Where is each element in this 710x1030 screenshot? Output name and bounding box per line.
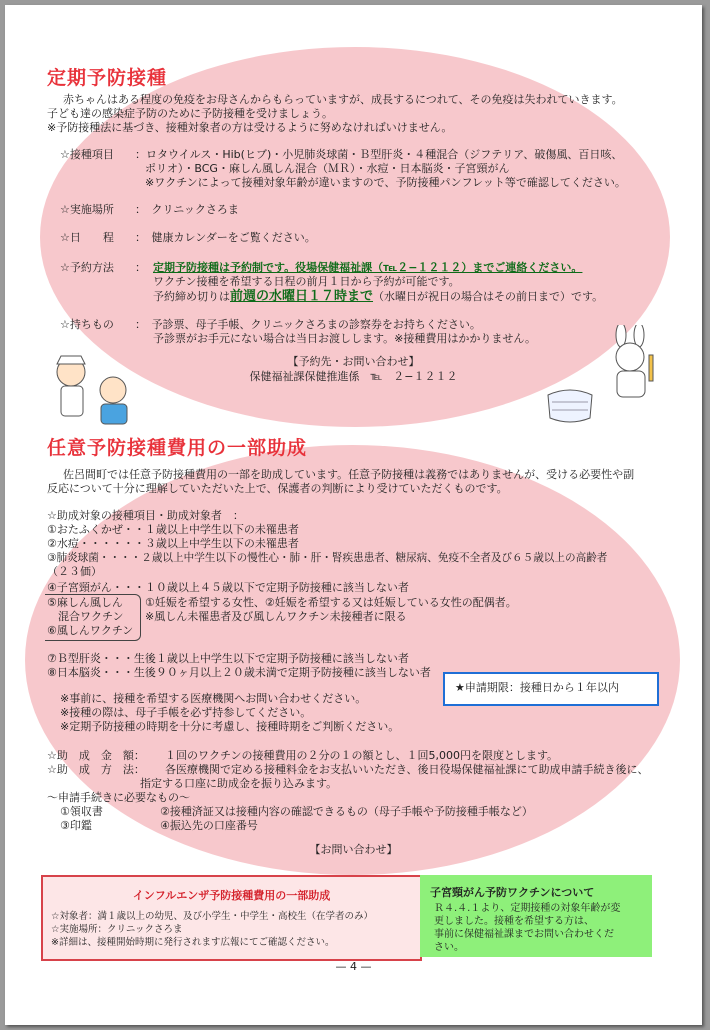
- note-item: ※事前に、接種を希望する医療機関へお問い合わせください。: [60, 692, 367, 705]
- target-item: ⑧日本脳炎・・・生後９０ヶ月以上２０歳未満で定期予防接種に該当しない者: [47, 666, 431, 679]
- influenza-line: ※詳細は、接種開始時期に発行されます広報にてご確認ください。: [51, 937, 335, 948]
- application-deadline-box: [443, 672, 659, 706]
- contact-title: 【予約先・お問い合わせ】: [287, 355, 420, 368]
- reserve-deadline-highlight: 前週の水曜日１７時まで: [230, 289, 374, 304]
- place-value: ： クリニックさろま: [135, 203, 239, 216]
- items-text: ポリオ）・BCG・麻しん風しん混合（ＭＲ）・水痘・日本脳炎・子宮頸がん: [145, 162, 510, 175]
- hpv-line: Ｒ４.４.１より、定期接種の対象年齢が変: [434, 903, 621, 914]
- hpv-line: 事前に保健福祉課までお問い合わせくだ: [434, 929, 614, 940]
- bring-text: ： 予診票、母子手帳、クリニックさろまの診察券をお持ちください。: [135, 318, 481, 331]
- required-item: ④振込先の口座番号: [160, 819, 258, 832]
- page-number: — 4 —: [335, 960, 372, 973]
- bring-text: 予診票がお手元にない場合は当日お渡しします。※接種費用はかかりません。: [153, 332, 536, 345]
- required-item: ③印鑑: [60, 819, 92, 832]
- intro-text: 佐呂間町では任意予防接種費用の一部を助成しています。任意予防接種は義務ではありませんが、受ける必要性や副: [63, 468, 635, 481]
- influenza-title: インフルエンザ予防接種費用の一部助成: [132, 889, 331, 902]
- note-item: ※接種の際は、母子手帳を必ず持参してください。: [60, 706, 312, 719]
- reserve-colon: ：: [135, 261, 146, 274]
- page: [5, 5, 702, 1025]
- target-item: ②水痘・・・・・・３歳以上中学生以下の未罹患者: [47, 537, 299, 550]
- rabbit-nurse-illustration: [601, 325, 661, 405]
- method-label: ☆助 成 方 法：: [47, 763, 145, 776]
- section-title-routine-vaccination: 定期予防接種: [47, 67, 168, 89]
- target-item: ⑤麻しん風しん: [47, 596, 123, 609]
- face-mask-icon: [540, 380, 600, 430]
- hpv-line: 更しました。接種を希望する方は、: [434, 916, 594, 927]
- inquiry-label: 【お問い合わせ】: [309, 843, 398, 856]
- required-item: ②接種済証又は接種内容の確認できるもの（母子手帳や予防接種手帳など）: [160, 805, 533, 818]
- target-item: ⑦Ｂ型肝炎・・・生後１歳以上中学生以下で定期予防接種に該当しない者: [47, 652, 409, 665]
- items-label: ☆接種項目: [60, 148, 114, 161]
- target-item: ③肺炎球菌・・・・２歳以上中学生以下の慢性心・肺・肝・腎疾患患者、糖尿病、免疫不全者及び６５歳以上の高齢者: [47, 552, 608, 564]
- reserve-notice: 定期予防接種は予約制です。役場保健福祉課（℡２−１２１２）までご連絡ください。: [153, 261, 583, 274]
- reserve-text: ワクチン接種を希望する日程の前月１日から予約が可能です。: [153, 275, 460, 288]
- hpv-title: 子宮頸がん予防ワクチンについて: [430, 886, 595, 899]
- nurse-child-illustration: [41, 350, 141, 430]
- intro-text: 子ども達の感染症予防のために予防接種を受けましょう。: [47, 107, 333, 120]
- measles-target-note: ※風しん未罹患者及び風しんワクチン未接種者に限る: [145, 610, 407, 623]
- target-item-continued: （２３価）: [47, 565, 102, 578]
- intro-text: 赤ちゃんはある程度の免疫をお母さんからもらっていますが、成長するにつれて、その免疫は失われていきます。: [63, 93, 623, 106]
- influenza-subsidy-box: [41, 875, 422, 961]
- section-title-voluntary-vaccination-subsidy: 任意予防接種費用の一部助成: [47, 437, 308, 459]
- reserve-deadline-post: （水曜日が祝日の場合はその前日まで）です。: [373, 290, 604, 303]
- reserve-deadline-pre: 予約締め切りは: [153, 290, 230, 303]
- date-label: ☆日 程: [60, 231, 114, 244]
- target-item: ④子宮頸がん・・・１０歳以上４５歳以下で定期予防接種に該当しない者: [47, 581, 409, 594]
- reserve-deadline: [153, 290, 603, 304]
- intro-note: ※予防接種法に基づき、接種対象者の方は受けるように努めなければいけません。: [47, 121, 453, 134]
- hpv-line: さい。: [434, 942, 464, 953]
- method-text: 指定する口座に助成金を振り込みます。: [140, 777, 338, 790]
- date-value: ： 健康カレンダーをご覧ください。: [135, 231, 316, 244]
- influenza-line: ☆実施場所：クリニックさろま: [51, 924, 183, 935]
- place-label: ☆実施場所: [60, 203, 114, 216]
- required-items-heading: 〜申請手続きに必要なもの〜: [47, 791, 190, 804]
- required-item: ①領収書: [60, 805, 103, 818]
- amount-value: １回のワクチンの接種費用の２分の１の額とし、１回5,000円を限度とします。: [165, 749, 559, 762]
- method-text: 各医療機関で定める接種料金をお支払いいただき、後日役場保健福祉課にて助成申請手続き後に、: [165, 763, 649, 776]
- note-item: ※定期予防接種の時期を十分に考慮し、接種時期をご判断ください。: [60, 720, 400, 733]
- bring-label: ☆持ちもの: [60, 318, 114, 331]
- items-text: ：ロタウイルス・Hib(ヒブ)・小児肺炎球菌・Ｂ型肝炎・４種混合（ジフテリア、破傷風、百日咳、: [135, 148, 623, 161]
- targets-heading: ☆助成対象の接種項目・助成対象者 ：: [47, 509, 244, 522]
- contact-body: 保健福祉課保健推進係 ℡ ２−１２１２: [249, 370, 458, 383]
- measles-target-text: ①妊娠を希望する女性、②妊娠を希望する又は妊娠している女性の配偶者。: [145, 596, 517, 609]
- hpv-vaccine-box: [420, 875, 652, 957]
- reserve-label: ☆予約方法: [60, 261, 114, 274]
- amount-label: ☆助 成 金 額：: [47, 749, 145, 762]
- intro-text: 反応について十分に理解していただいた上で、保護者の判断により受けていただくものです。: [47, 482, 508, 495]
- target-item: 混合ワクチン: [47, 610, 124, 623]
- target-item: ①おたふくかぜ・・１歳以上中学生以下の未罹患者: [47, 523, 299, 536]
- application-deadline: ★申請期限：接種日から１年以内: [455, 681, 619, 694]
- influenza-line: ☆対象者：満１歳以上の幼児、及び小学生・中学生・高校生（在学者のみ）: [51, 911, 374, 922]
- items-note: ※ワクチンによって接種対象年齢が違いますので、予防接種パンフレット等で確認してください。: [145, 176, 626, 189]
- target-item: ⑥風しんワクチン: [47, 624, 134, 637]
